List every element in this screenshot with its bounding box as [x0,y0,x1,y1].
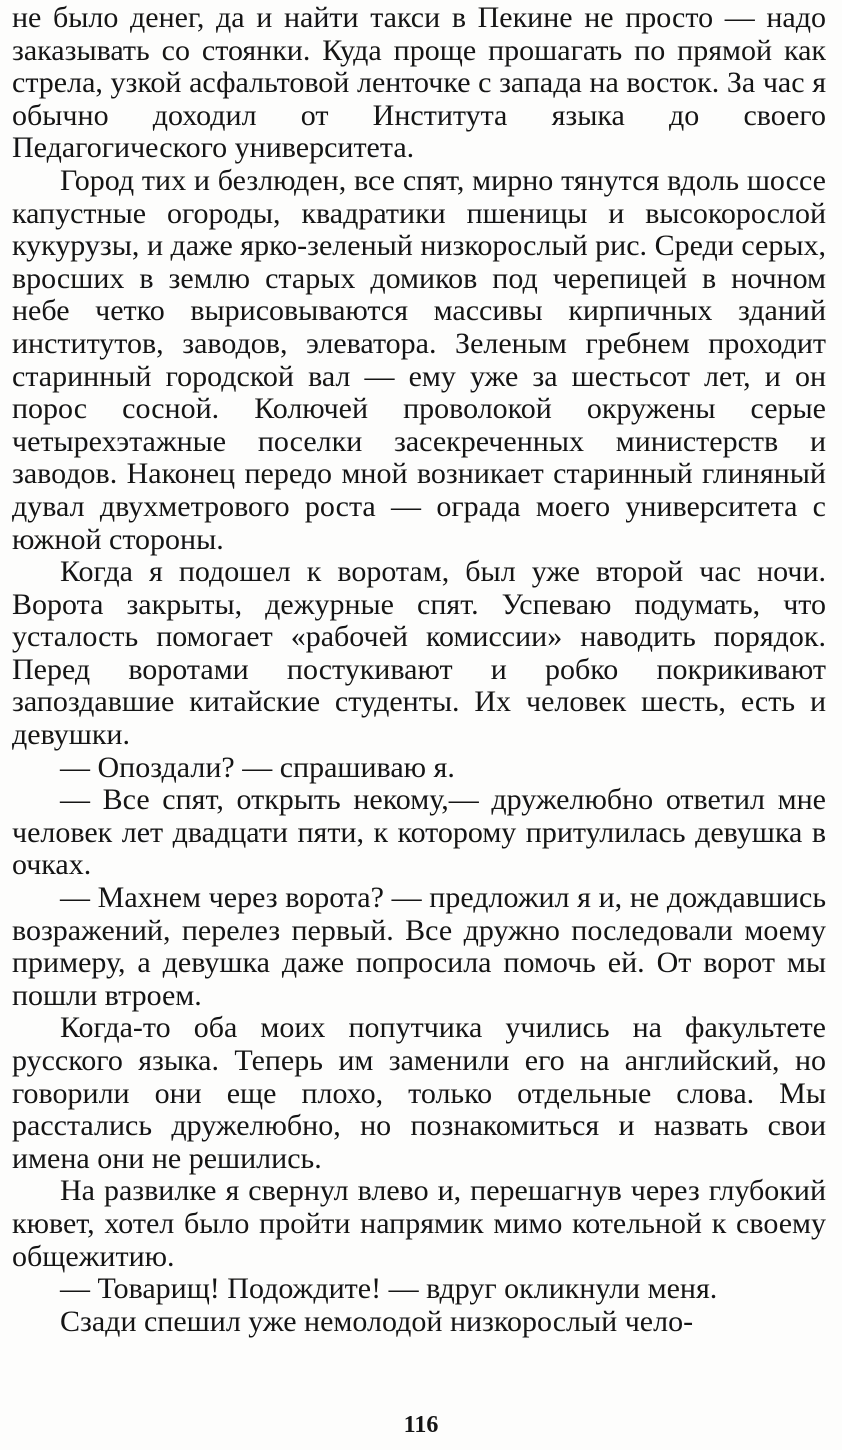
paragraph-10: Сзади спешил уже немолодой низкорослый чело- [60,1304,694,1338]
paragraph-1: не было денег, да и найти такси в Пекине не просто — надо заказывать со стоянки. Куда проще прошагать по прямой как стрела, узкой асфальтовой ленточке с запада на восток. За час я обычно доходил от Института языка до своего Педагогического университета. [12,1,826,165]
dialogue-line-1: — Опоздали? — спрашиваю я. [60,750,455,784]
page-number: 116 [403,1412,439,1438]
paragraph-2: Город тих и безлюден, все спят, мирно тянутся вдоль шоссе капустные огороды, квадратики пшеницы и высокорослой кукурузы, и даже ярко-зеленый низкорослый рис. Среди серых, вросших в землю старых домиков под черепицей в ночном небе четко вырисовываются массивы кирпичных зданий институтов, заводов, элеватора. Зеленым гребнем проходит старинный городской вал — ему уже за шестьсот лет, и он порос сосной. Колючей проволокой окружены серые четырехэтажные поселки засекреченных министерств и заводов. Наконец передо мной возникает старинный глиняный дувал двухметрового роста — ограда моего университета с южной стороны. [12,163,826,556]
paragraph-8: На развилке я свернул влево и, перешагнув через глубокий кювет, хотел было пройти напрямик мимо котельной к своему общежитию. [12,1174,826,1273]
dialogue-line-4: — Товарищ! Подождите! — вдруг окликнули меня. [60,1272,718,1306]
body-text [12,2,826,1338]
paragraph-3: Когда я подошел к воротам, был уже второй час ночи. Ворота закрыты, дежурные спят. Успеваю подумать, что усталость помогает «рабочей комиссии» наводить порядок. Перед воротами постукивают и робко покрикивают запоздавшие китайские студенты. Их человек шесть, есть и девушки. [12,555,826,752]
dialogue-line-2: — Все спят, открыть некому,— дружелюбно ответил мне человек лет двадцати пяти, к которому притулилась девушка в очках. [12,783,826,882]
paragraph-7: Когда-то оба моих попутчика учились на факультете русского языка. Теперь им заменили его на английский, но говорили они еще плохо, только отдельные слова. Мы расстались дружелюбно, но познакомиться и назвать свои имена они не решились. [12,1011,826,1175]
dialogue-line-3: — Махнем через ворота? — предложил я и, не дождавшись возражений, перелез первый. Все дружно последовали моему примеру, а девушка даже попросила помочь ей. От ворот мы пошли втроем. [12,881,826,1012]
